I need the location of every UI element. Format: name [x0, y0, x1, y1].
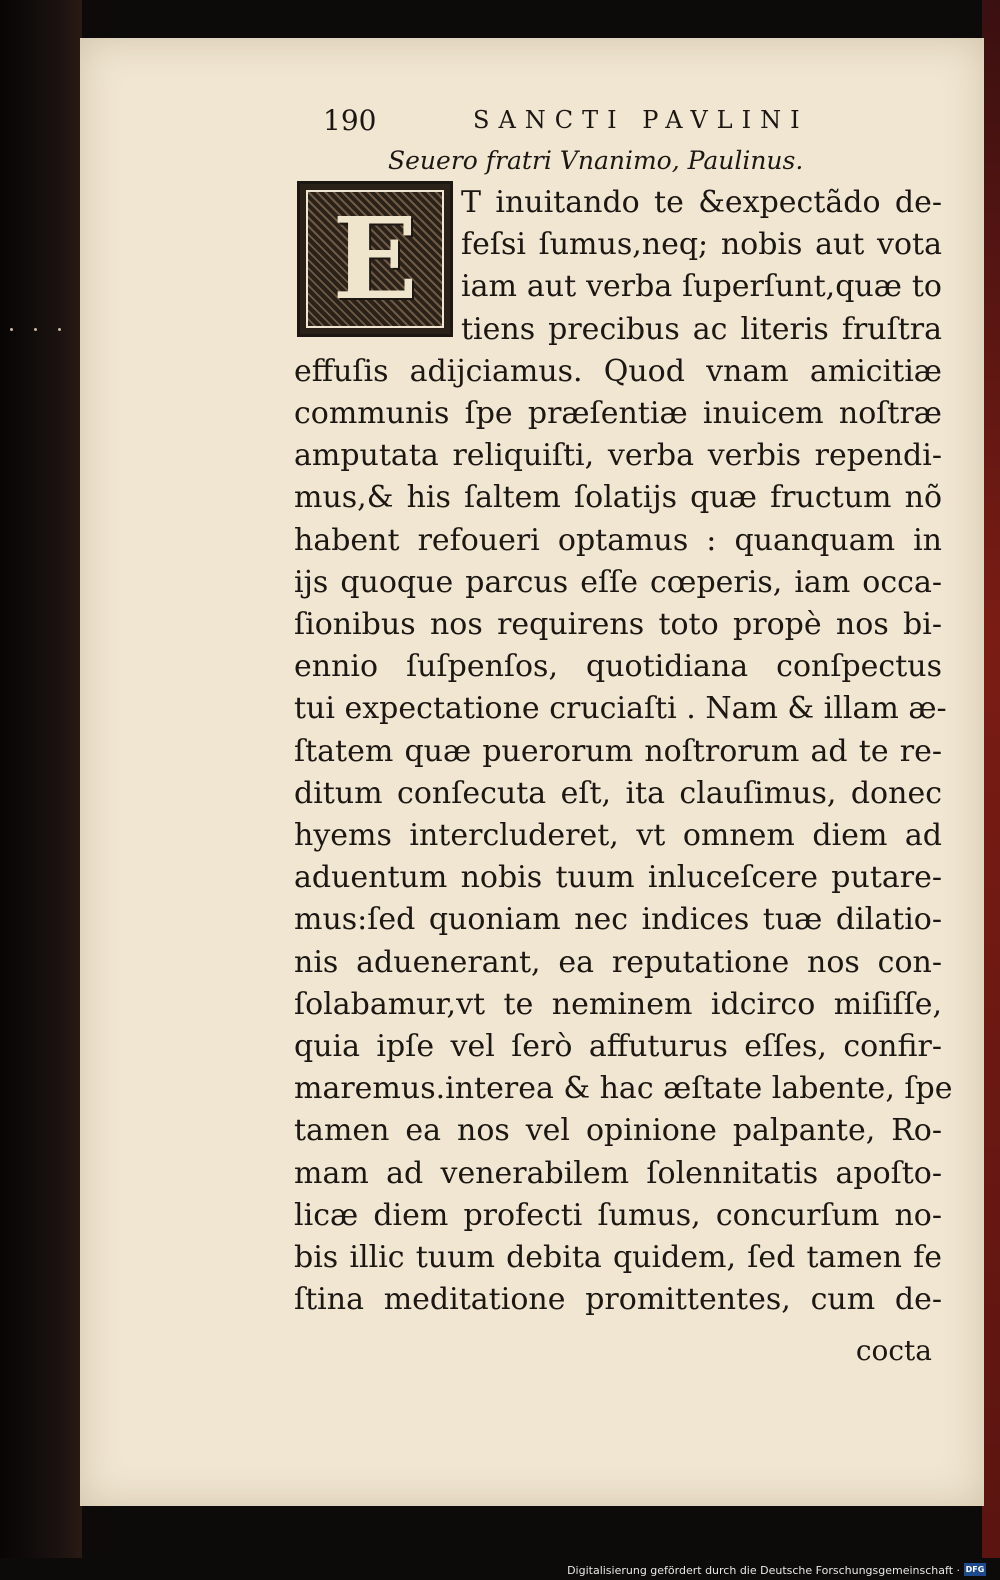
text-line: iam aut verba ſuperſunt,quæ to [461, 269, 942, 305]
text-line: ſionibus nos requirens toto propè nos bi- [294, 607, 942, 642]
letter-addressee: Seuero fratri Vnanimo, Paulinus. [388, 146, 804, 175]
text-line: ennio ſuſpenſos, quotidiana conſpectus [294, 649, 942, 685]
ornamented-initial-icon [297, 181, 453, 337]
text-line: licæ diem profecti ſumus, concurſum no- [294, 1197, 942, 1233]
text-line: tui expectatione cruciaſti . Nam & illam æ- [294, 691, 947, 727]
binding-dots [0, 320, 70, 340]
book-page [80, 38, 984, 1506]
text-line: aduentum nobis tuum inluceſcere putare- [294, 860, 942, 896]
text-line: mam ad venerabilem ſolennitatis apoſto- [294, 1155, 942, 1191]
text-line: communis ſpe præſentiæ inuicem noſtræ [294, 396, 942, 431]
text-line: mus,& his ſaltem ſolatijs quæ fructum nõ [294, 480, 942, 516]
dfg-logo-icon: DFG [965, 1565, 985, 1574]
running-head [323, 104, 943, 144]
text-line: ſolabamur,vt te neminem idcirco miſiſſe, [294, 986, 942, 1022]
text-line: bis illic tuum debita quidem, ſed tamen fe [294, 1240, 942, 1275]
text-line: tiens precibus ac literis fruſtra [461, 311, 942, 347]
text-line: T inuitando te &expectãdo de- [461, 185, 942, 220]
text-line: hyems intercluderet, vt omnem diem ad [294, 818, 942, 853]
text-line: ditum conſecuta eſt, ita clauſimus, donec [294, 775, 942, 811]
text-line: mus:ſed quoniam nec indices tuæ dilatio- [294, 902, 942, 938]
text-line: ſtina meditatione promittentes, cum de- [294, 1282, 942, 1318]
text-line: quia ipſe vel ſerò affuturus eſſes, confir- [294, 1029, 942, 1064]
text-line: ijs quoque parcus eſſe cœperis, iam occa- [294, 564, 942, 600]
text-line: effuſis adijciamus. Quod vnam amicitiæ [294, 353, 942, 389]
page-number: 190 [323, 104, 377, 137]
text-line: amputata reliquiſti, verba verbis rependi- [294, 438, 942, 474]
catchword: cocta [855, 1334, 932, 1367]
text-line: maremus.interea & hac æſtate labente, ſpe [294, 1071, 953, 1107]
text-line: ſtatem quæ puerorum noſtrorum ad te re- [294, 733, 942, 769]
scan-background-left [0, 0, 82, 1580]
text-line: feſsi ſumus,neq; nobis aut vota [461, 227, 942, 263]
digitization-footer [0, 1558, 1000, 1580]
drop-cap-letter: E [332, 193, 418, 325]
funding-credit: Digitalisierung gefördert durch die Deutsche Forschungsgemeinschaft · [567, 1564, 960, 1577]
text-line: nis aduenerant, ea reputatione nos con- [294, 944, 942, 980]
text-line: tamen ea nos vel opinione palpante, Ro- [294, 1113, 942, 1149]
book-cover-edge [982, 0, 1000, 1580]
text-line: habent refoueri optamus : quanquam in [294, 522, 942, 558]
running-head-title: SANCTI PAVLINI [473, 106, 809, 134]
